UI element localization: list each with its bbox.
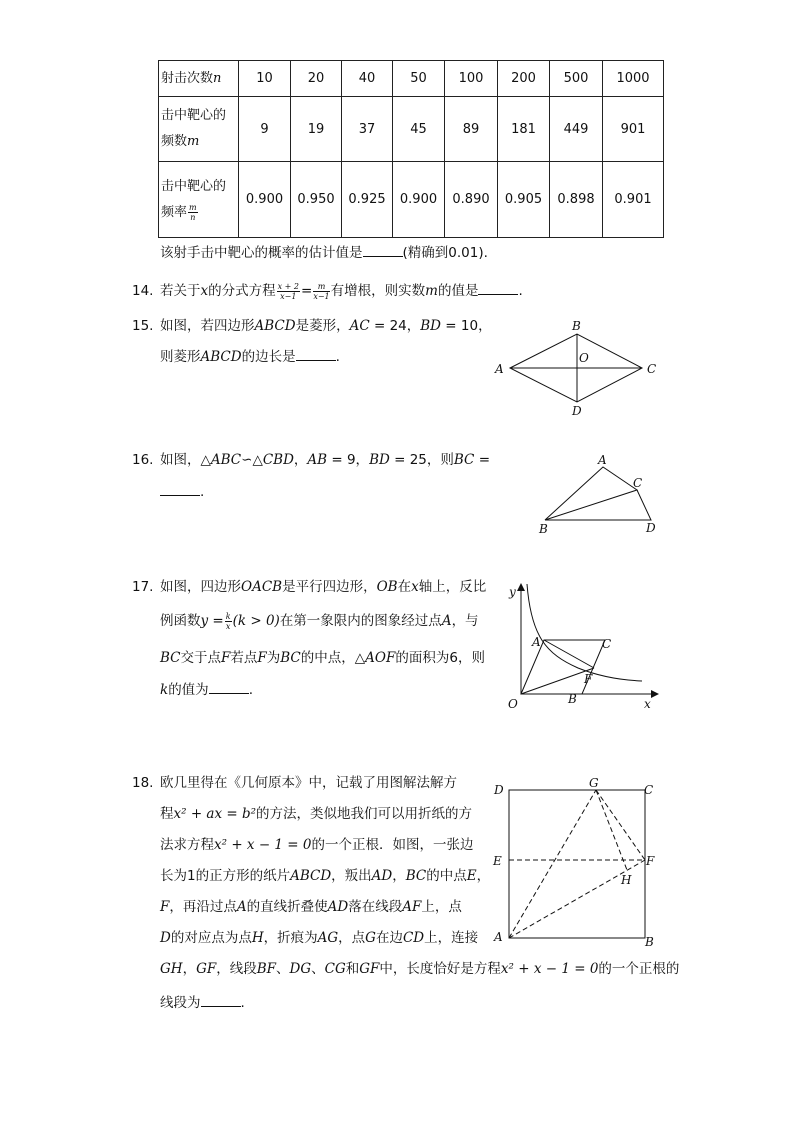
label-B: B (645, 935, 654, 949)
answer-blank[interactable] (160, 483, 200, 496)
folded-square-figure (488, 776, 663, 950)
hits-cell: 19 (291, 97, 342, 162)
hits-cell: 449 (550, 97, 603, 162)
label-B: B (568, 692, 577, 706)
q18-line-6: D的对应点为点H，折痕为AG，点G在边CD上，连接 (160, 930, 479, 946)
question-number: 16. (132, 452, 154, 468)
question-number: 18. (132, 775, 154, 791)
table-row (159, 97, 664, 162)
label-B: B (572, 319, 581, 333)
q18-line-3: 法求方程x² + x − 1 = 0的一个正根．如图，一张边 (160, 837, 474, 853)
q17-line-4: k的值为 . (160, 682, 253, 698)
answer-blank[interactable] (363, 244, 403, 257)
question-number: 15. (132, 318, 154, 334)
q14-text: 若关于x的分式方程 $\frac{x + 2}{x-1}$ = $\frac{m}{x-1}$ 有增根，则实数m的值是 . (160, 281, 523, 301)
hits-cell: 37 (342, 97, 393, 162)
freq-cell: 0.900 (239, 162, 291, 238)
label-D: D (572, 404, 582, 418)
shots-cell: 200 (498, 61, 550, 97)
row-label-hits: 击中靶心的 频数m (159, 97, 239, 162)
shots-cell: 500 (550, 61, 603, 97)
hits-cell: 181 (498, 97, 550, 162)
label-D: D (646, 521, 656, 535)
freq-cell: 0.950 (291, 162, 342, 238)
freq-cell: 0.901 (603, 162, 664, 238)
answer-blank[interactable] (209, 681, 249, 694)
q18-line-7: GH，GF，线段BF、DG、CG和GF中，长度恰好是方程x² + x − 1 = 0的一个正根的 (160, 961, 680, 977)
hits-cell: 89 (445, 97, 498, 162)
label-F: F (646, 854, 655, 868)
label-G: G (589, 776, 599, 790)
label-x: x (644, 697, 651, 711)
row-label-frequency: 击中靶心的 频率 $\frac{m}{n}$ (159, 162, 239, 238)
row-label-shots: 射击次数n (159, 61, 239, 97)
q15-line-1: 如图，若四边形ABCD是菱形，AC = 24，BD = 10， (160, 318, 492, 334)
label-C: C (647, 362, 657, 376)
shots-cell: 50 (393, 61, 445, 97)
q18-line-5: F，再沿过点A的直线折叠使AD落在线段AF上，点 (160, 899, 462, 915)
q17-line-1: 如图，四边形OACB是平行四边形，OB在x轴上，反比 (160, 579, 487, 595)
rhombus-figure (490, 318, 665, 418)
label-C: C (633, 476, 643, 490)
shots-cell: 1000 (603, 61, 664, 97)
q15-line-2: 则菱形ABCD的边长是 . (160, 349, 340, 365)
hits-cell: 9 (239, 97, 291, 162)
answer-blank[interactable] (296, 348, 336, 361)
question-number: 14. (132, 283, 154, 299)
q17-line-3: BC交于点F若点F为BC的中点，△AOF的面积为6，则 (160, 650, 485, 666)
label-E: E (493, 854, 502, 868)
table-row (159, 61, 664, 97)
label-D: D (494, 783, 504, 797)
freq-cell: 0.900 (393, 162, 445, 238)
answer-blank[interactable] (201, 994, 241, 1007)
q18-line-4: 长为1的正方形的纸片ABCD，叛出AD，BC的中点E， (160, 868, 491, 884)
freq-cell: 0.898 (550, 162, 603, 238)
hits-cell: 901 (603, 97, 664, 162)
shots-cell: 100 (445, 61, 498, 97)
label-A: A (495, 362, 504, 376)
frequency-table (158, 60, 664, 238)
label-F: F (584, 672, 593, 686)
q16-line-1: 如图，△ABC∽△CBD，AB = 9，BD = 25，则BC = (160, 452, 491, 468)
label-O: O (508, 697, 518, 711)
similar-triangles-figure (530, 450, 670, 540)
label-B: B (539, 522, 548, 536)
shots-cell: 20 (291, 61, 342, 97)
parallelogram-hyperbola-figure (498, 576, 666, 714)
q17-line-2: 例函数y = $\frac{k}{x}$ (k > 0)在第一象限内的图象经过点A，与 (160, 611, 479, 631)
q16-line-2: . (160, 482, 204, 502)
label-A: A (532, 635, 541, 649)
q18-line-1: 欧几里得在《几何原本》中，记载了用图解法解方 (160, 775, 457, 791)
shots-cell: 10 (239, 61, 291, 97)
shots-cell: 40 (342, 61, 393, 97)
q18-line-2: 程x² + ax = b²的方法，类似地我们可以用折纸的方 (160, 806, 473, 822)
freq-cell: 0.905 (498, 162, 550, 238)
q13-tail-text: 该射手击中靶心的概率的估计值是 (精确到0.01). (160, 245, 488, 261)
m-over-n-fraction: $\frac{m}{n}$ (189, 202, 197, 222)
label-C: C (644, 783, 654, 797)
q18-line-8: 线段为 . (160, 995, 245, 1011)
hits-cell: 45 (393, 97, 445, 162)
answer-blank[interactable] (478, 282, 518, 295)
question-number: 17. (132, 579, 154, 595)
label-C: C (602, 637, 612, 651)
freq-cell: 0.890 (445, 162, 498, 238)
table-row (159, 162, 664, 238)
label-H: H (621, 873, 632, 887)
label-O: O (579, 351, 589, 365)
freq-cell: 0.925 (342, 162, 393, 238)
label-y: y (509, 585, 516, 599)
label-A: A (598, 453, 607, 467)
label-A: A (494, 930, 503, 944)
